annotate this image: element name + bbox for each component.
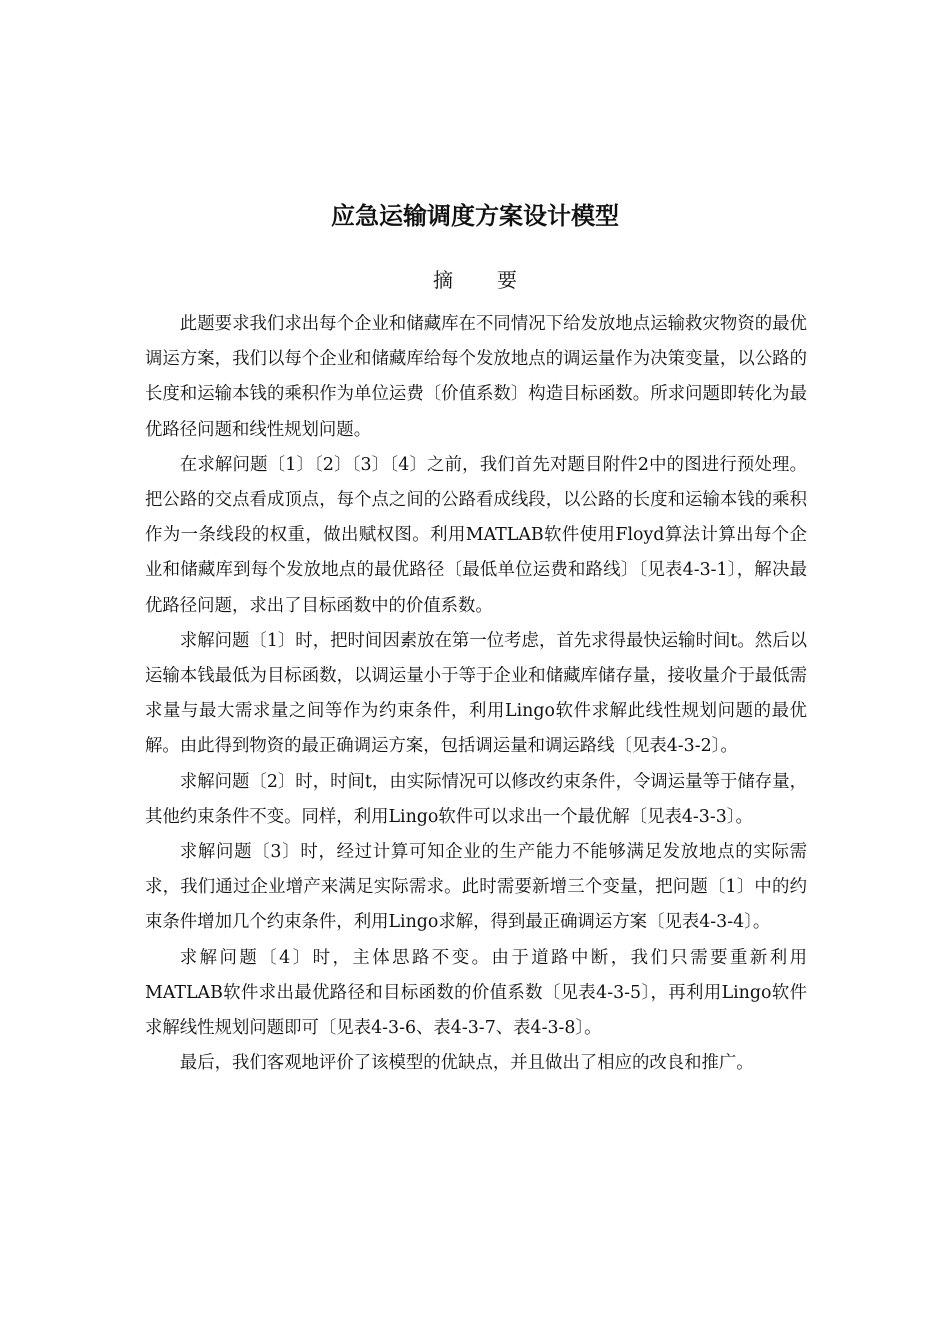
abstract-heading bbox=[0, 262, 950, 298]
abstract-paragraph: 求解问题〔2〕时，时间t，由实际情况可以修改约束条件，令调运量等于储存量，其他约束条件不变。同样，利用Lingo软件可以求出一个最优解〔见表4-3-3〕。 bbox=[145, 771, 807, 827]
abstract-paragraph: 在求解问题〔1〕〔2〕〔3〕〔4〕之前，我们首先对题目附件2中的图进行预处理。把公路的交点看成顶点，每个点之间的公路看成线段，以公路的长度和运输本钱的乘积作为一条线段的权重，做出赋权图。利用MATLAB软件使用Floyd算法计算出每个企业和储藏库到每个发放地点的最优路径〔最低单位运费和路线〕〔见表4-3-1〕，解决最优路径问题，求出了目标函数中的价值系数。 bbox=[145, 454, 807, 616]
abstract-heading-char-1: 摘 bbox=[433, 268, 453, 292]
abstract-paragraph: 求解问题〔4〕时，主体思路不变。由于道路中断，我们只需要重新利用MATLAB软件求出最优路径和目标函数的价值系数〔见表4-3-5〕，再利用Lingo软件求解线性规划问题即可〔见表4-3-6、表4-3-7、表4-3-8〕。 bbox=[145, 947, 807, 1039]
abstract-paragraph: 此题要求我们求出每个企业和储藏库在不同情况下给发放地点运输救灾物资的最优调运方案，我们以每个企业和储藏库给每个发放地点的调运量作为决策变量，以公路的长度和运输本钱的乘积作为单位运费〔价值系数〕构造目标函数。所求问题即转化为最优路径问题和线性规划问题。 bbox=[145, 314, 807, 440]
document-title: 应急运输调度方案设计模型 bbox=[331, 202, 619, 230]
abstract-paragraph: 求解问题〔1〕时，把时间因素放在第一位考虑，首先求得最快运输时间t。然后以运输本钱最低为目标函数，以调运量小于等于企业和储藏库储存量，接收量介于最低需求量与最大需求量之间等作为约束条件，利用Lingo软件求解此线性规划问题的最优解。由此得到物资的最正确调运方案，包括调运量和调运路线〔见表4-3-2〕。 bbox=[145, 630, 807, 757]
abstract-paragraph: 求解问题〔3〕时，经过计算可知企业的生产能力不能够满足发放地点的实际需求，我们通过企业增产来满足实际需求。此时需要新增三个变量，把问题〔1〕中的约束条件增加几个约束条件，利用Lingo求解，得到最正确调运方案〔见表4-3-4〕。 bbox=[145, 842, 807, 933]
abstract-paragraph: 最后，我们客观地评价了该模型的优缺点，并且做出了相应的改良和推广。 bbox=[179, 1053, 754, 1074]
abstract-body bbox=[145, 307, 807, 1081]
abstract-heading-char-2: 要 bbox=[497, 268, 517, 292]
